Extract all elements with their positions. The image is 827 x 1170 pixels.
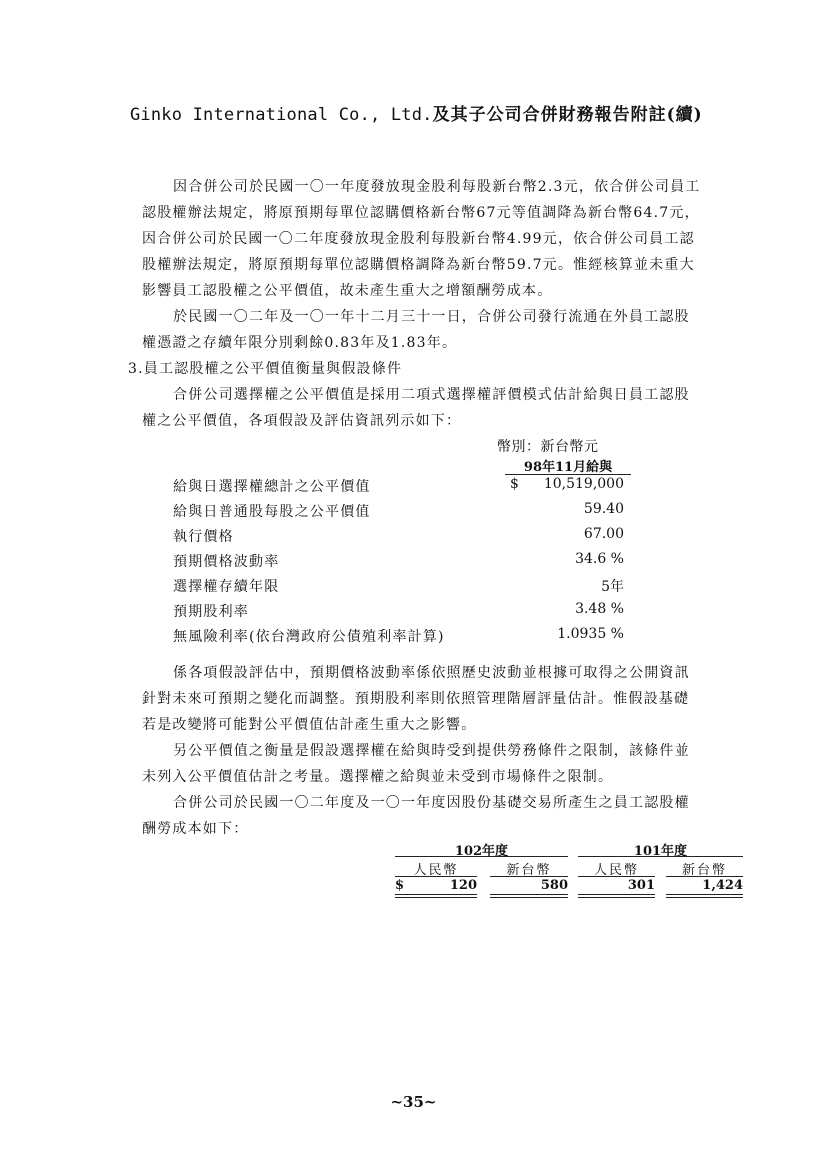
total-underline	[490, 894, 568, 895]
cost-subheader: 人民幣	[413, 863, 459, 878]
fv-row-label: 執行價格	[173, 529, 234, 545]
para2-line2: 權憑證之存續年限分別剩餘0.83年及1.83年。	[142, 335, 458, 351]
para1-line1: 因合併公司於民國一〇一年度發放現金股利每股新台幣2.3元，依合併公司員工	[173, 179, 701, 195]
currency-note: 幣別：新台幣元	[497, 439, 599, 455]
total-underline	[666, 897, 743, 898]
fv-row-label: 給與日普通股每股之公平價值	[173, 504, 371, 520]
cost-subheader: 新台幣	[506, 863, 552, 878]
total-underline	[490, 897, 568, 898]
company-name: Ginko International Co., Ltd.	[130, 105, 433, 125]
para1-line4: 股權辦法規定，將原預期每單位認購價格調降為新台幣59.7元。惟經核算並未重大	[142, 257, 695, 273]
para3-line1: 係各項假設評估中，預期價格波動率係依照歷史波動並根據可取得之公開資訊	[173, 665, 690, 681]
section-title: 3.員工認股權之公平價值衡量與假設條件	[128, 361, 403, 377]
para1-line3: 因合併公司於民國一〇二年度發放現金股利每股新台幣4.99元，依合併公司員工認	[142, 231, 695, 247]
fv-row-label: 預期股利率	[173, 604, 249, 620]
subheader-underline	[578, 876, 655, 877]
fv-row-value: 59.40	[583, 501, 624, 517]
cost-value: 301	[627, 878, 655, 893]
fv-row-value: 34.6 %	[575, 551, 624, 567]
para1-line2: 認股權辦法規定，將原預期每單位認購價格新台幣67元等值調降為新台幣64.7元，	[142, 205, 700, 221]
cost-value: 580	[540, 878, 568, 893]
cost-subheader: 新台幣	[681, 863, 727, 878]
fv-row-value: 67.00	[583, 526, 624, 542]
para2-line1: 於民國一〇二年及一〇一年十二月三十一日，合併公司發行流通在外員工認股	[173, 309, 690, 325]
page-number: ~35~	[390, 1093, 437, 1111]
fv-row-prefix: $	[510, 476, 519, 492]
fv-row-label: 選擇權存續年限	[173, 579, 280, 595]
para4-line1: 另公平價值之衡量是假設選擇權在給與時受到提供勞務條件之限制，該條件並	[173, 743, 690, 759]
para3-line2: 針對未來可預期之變化而調整。預期股利率則依照管理階層評量估計。惟假設基礎	[142, 691, 690, 707]
year-underline	[578, 856, 743, 857]
total-underline	[666, 894, 743, 895]
fv-row-value: 10,519,000	[543, 476, 624, 492]
year-underline	[395, 856, 568, 857]
section-intro-line2: 權之公平價值，各項假設及評估資訊列示如下：	[142, 413, 462, 429]
cost-year-header: 101年度	[633, 844, 688, 859]
para3-line3: 若是改變將可能對公平價值估計產生重大之影響。	[142, 717, 477, 733]
page-header	[130, 100, 703, 125]
section-intro-line1: 合併公司選擇權之公平價值是採用二項式選擇權評價模式估計給與日員工認股	[173, 387, 690, 403]
fv-header-underline	[505, 474, 631, 475]
para5-line1: 合併公司於民國一〇二年度及一〇一年度因股份基礎交易所產生之員工認股權	[173, 795, 690, 811]
subheader-underline	[666, 876, 743, 877]
fv-row-value: 1.0935 %	[557, 626, 624, 642]
fv-row-label: 預期價格波動率	[173, 554, 280, 570]
cost-value: 120	[449, 878, 477, 893]
total-underline	[578, 894, 655, 895]
cost-year-header: 102年度	[454, 844, 509, 859]
cost-subheader: 人民幣	[593, 863, 639, 878]
subheader-underline	[490, 876, 568, 877]
total-underline	[395, 897, 477, 898]
para4-line2: 未列入公平價值估計之考量。選擇權之給與並未受到市場條件之限制。	[142, 769, 614, 785]
cost-currency-symbol: $	[395, 878, 405, 893]
fv-row-value: 5年	[601, 579, 624, 595]
fv-row-label: 無風險利率(依台灣政府公債殖利率計算)	[173, 629, 445, 645]
para5-line2: 酬勞成本如下：	[142, 821, 249, 837]
subheader-underline	[395, 876, 477, 877]
fv-column-header: 98年11月給與	[523, 460, 613, 475]
total-underline	[395, 894, 477, 895]
fv-row-value: 3.48 %	[575, 601, 624, 617]
cost-value: 1,424	[702, 878, 743, 893]
header-suffix: 及其子公司合併財務報告附註(續)	[432, 105, 703, 125]
fv-row-label: 給與日選擇權總計之公平價值	[173, 479, 371, 495]
total-underline	[578, 897, 655, 898]
para1-line5: 影響員工認股權之公平價值，故未產生重大之增額酬勞成本。	[142, 283, 553, 299]
